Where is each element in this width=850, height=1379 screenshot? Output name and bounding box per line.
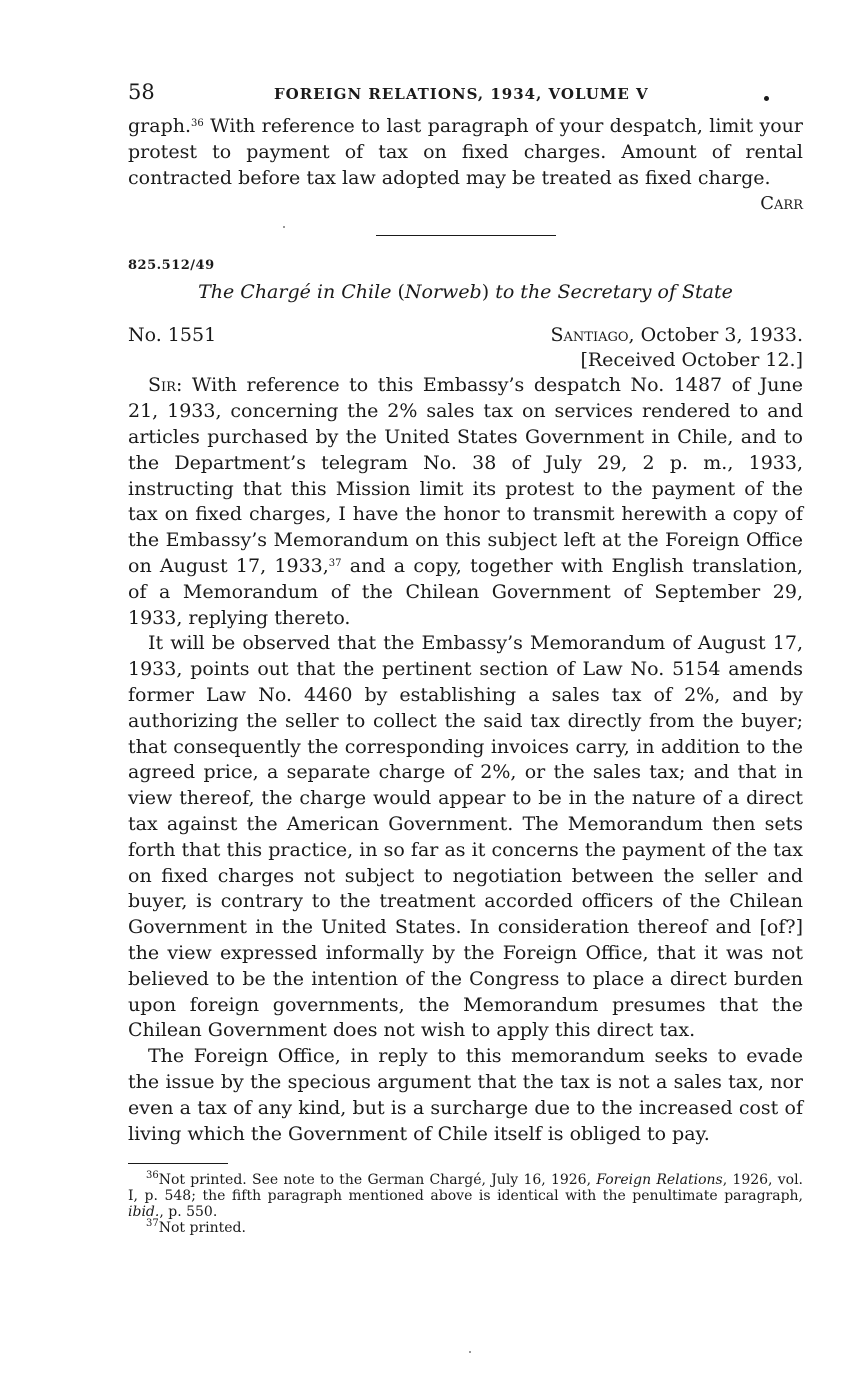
date: , October 3, 1933. <box>628 324 803 347</box>
footnote-36: $^{36}$Not printed. See note to the German Chargé, July 16, 1926, Foreign Relations, 1926, vol. I, p. 548; the fifth paragraph mentioned above is identical with the penultimate paragraph, ibid., p. 550. <box>128 1170 803 1221</box>
page <box>128 80 803 1236</box>
paragraph-3: The Foreign Office, in reply to this memorandum seeks to evade the issue by the specious argument that the tax is not a sales tax, nor even a tax of any kind, but is a surcharge due to the increased cost of living which the Government of Chile itself is obliged to pay. <box>128 1045 803 1145</box>
continuation-text: With reference to last paragraph of your despatch, limit your protest to payment of tax on fixed charges. Amount of rental contracted before tax law adopted may be treated as fixed charge. <box>128 115 803 189</box>
signature: Carr <box>760 193 803 215</box>
despatch-number: No. 1551 <box>128 324 217 347</box>
page-number: 58 <box>128 80 155 104</box>
scan-speck <box>283 226 285 228</box>
dateline <box>128 323 803 373</box>
footnotes <box>128 1172 803 1236</box>
continuation-word: graph. <box>128 115 192 137</box>
footnote-ref-36[interactable]: 36 <box>191 118 204 129</box>
date-block <box>551 323 804 373</box>
paragraph-2: It will be observed that the Embassy’s Memorandum of August 17, 1933, points out that the pertinent section of Law No. 5154 amends former Law No. 4460 by establishing a sales tax of 2%, and by authorizing the seller to collect the said tax directly from the buyer; that consequently the corresponding invoices carry, in addition to the agreed price, a separate charge of 2%, or the sales tax; and that in view thereof, the charge would appear to be in the nature of a direct tax against the American Government. The Memorandum then sets forth that this practice, in so far as it concerns the payment of the tax on fixed charges not subject to negotiation between the seller and buyer, is contrary to the treatment accorded officers of the Chilean Government in the United States. In consideration thereof and [of?] the view expressed informally by the Foreign Office, that it was not believed to be the intention of the Congress to place a direct burden upon foreign governments, the Memorandum presumes that the Chilean Government does not wish to apply this direct tax. <box>128 632 803 1042</box>
footnote-ref-37[interactable]: 37 <box>328 557 342 569</box>
footnote-37: $^{37}$Not printed. <box>146 1218 246 1237</box>
place: Santiago <box>550 324 629 347</box>
document-heading: The Chargé in Chile (Norweb) to the Secretary of State <box>198 281 733 304</box>
footnote-divider <box>128 1163 228 1164</box>
continuation-paragraph <box>128 114 803 191</box>
scan-speck <box>469 1351 471 1353</box>
salutation: Sir <box>148 374 176 397</box>
continuation-block <box>128 114 803 217</box>
paragraph-1: Sir: With reference to this Embassy’s despatch No. 1487 of June 21, 1933, concerning the 2% sales tax on services rendered to and articles purchased by the United States Government in Chile, and to the Department’s telegram No. 38 of July 29, 2 p. m., 1933, instructing that this Mission limit its protest to the payment of the tax on fixed charges, I have the honor to transmit herewith a copy of the Embassy’s Memorandum on this subject left at the Foreign Office on August 17, 1933,37 and a copy, together with English translation, of a Memorandum of the Chilean Government of September 29, 1933, replying thereto. <box>128 374 803 629</box>
page-mark <box>764 96 769 101</box>
section-divider <box>376 235 556 236</box>
running-head <box>128 80 803 114</box>
letter-body <box>128 373 803 1147</box>
received-note: [Received October 12.] <box>580 349 803 372</box>
file-number: 825.512/49 <box>128 258 215 274</box>
running-title: FOREIGN RELATIONS, 1934, VOLUME V <box>274 85 649 103</box>
